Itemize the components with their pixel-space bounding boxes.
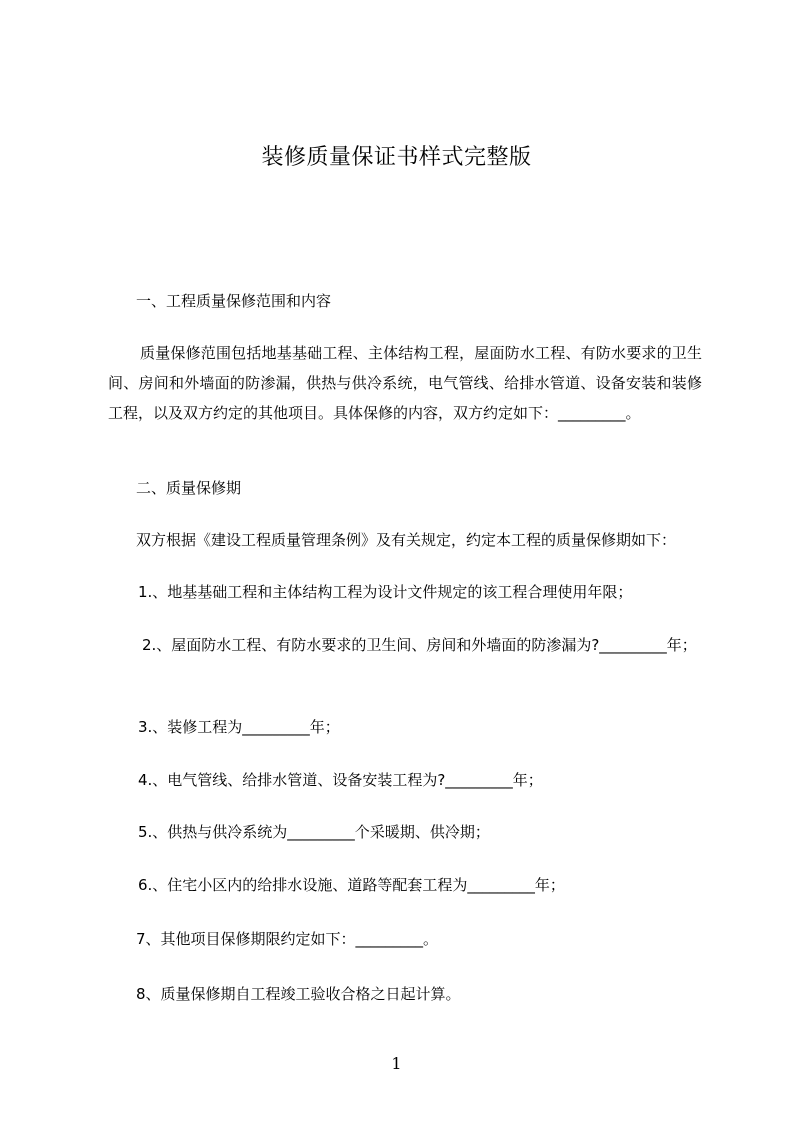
section-heading-warranty-period: 二、质量保修期 — [136, 479, 242, 497]
document-title: 装修质量保证书样式完整版 — [261, 145, 532, 170]
warranty-item-6: 6.、住宅小区内的给排水设施、道路等配套工程为_________年； — [138, 876, 565, 894]
warranty-item-8: 8、质量保修期自工程竣工验收合格之日起计算。 — [136, 985, 461, 1003]
warranty-item-1: 1.、地基基础工程和主体结构工程为设计文件规定的该工程合理使用年限； — [138, 583, 633, 601]
page-number: 1 — [391, 1054, 402, 1073]
warranty-item-3: 3.、装修工程为_________年； — [138, 718, 340, 736]
warranty-item-5: 5.、供热与供冷系统为_________个采暖期、供冷期； — [138, 823, 490, 841]
scope-paragraph: 质量保修范围包括地基基础工程、主体结构工程，屋面防水工程、有防水要求的卫生间、房间和外墙面的防渗漏，供热与供冷系统，电气管线、给排水管道、设备安装和装修工程，以及双方约定的其他项目。具体保修的内容，双方约定如下：_________。 — [108, 344, 702, 422]
warranty-item-7: 7、其他项目保修期限约定如下：_________。 — [136, 930, 439, 948]
warranty-item-4: 4.、电气管线、给排水管道、设备安装工程为?_________年； — [138, 771, 543, 789]
section-heading-scope: 一、工程质量保修范围和内容 — [136, 292, 332, 310]
warranty-item-2: 2.、屋面防水工程、有防水要求的卫生间、房间和外墙面的防渗漏为?_________年； — [142, 636, 697, 654]
warranty-intro: 双方根据《建设工程质量管理条例》及有关规定，约定本工程的质量保修期如下： — [136, 531, 677, 549]
